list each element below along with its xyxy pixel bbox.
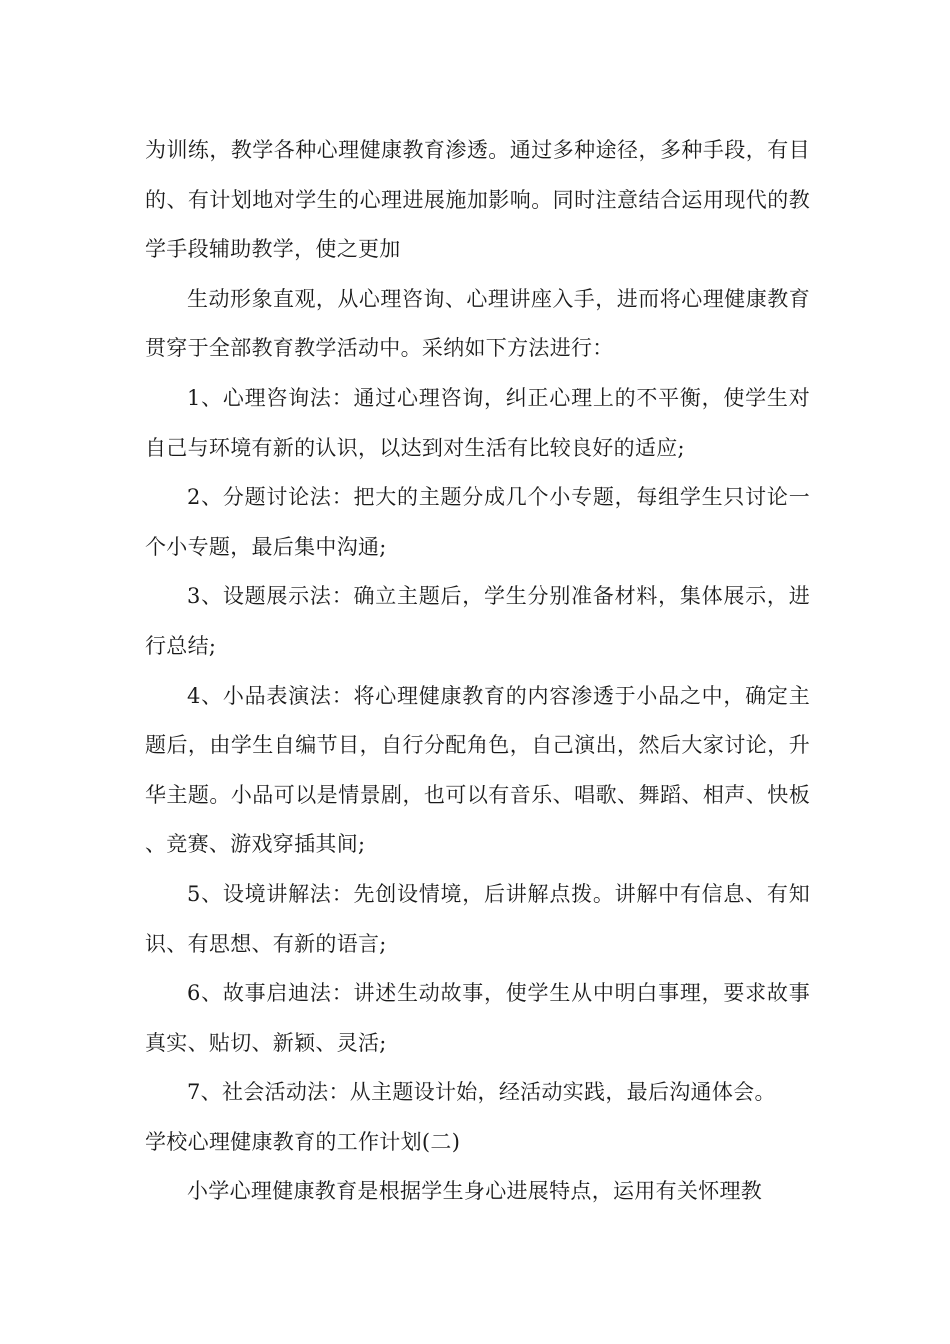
paragraph-method-7: 7、社会活动法：从主题设计始，经活动实践，最后沟通体会。 [187,1080,776,1105]
paragraph-method-1: 1、心理咨询法：通过心理咨询，纠正心理上的不平衡，使学生对自己与环境有新的认识，以达到对生活有比较良好的适应; [145,385,810,460]
paragraph-methods-intro: 生动形象直观，从心理咨询、心理讲座入手，进而将心理健康教育贯穿于全部教育教学活动中。采纳如下方法进行： [145,286,810,361]
paragraph-method-4: 4、小品表演法：将心理健康教育的内容渗透于小品之中，确定主题后，由学生自编节目，自行分配角色，自己演出，然后大家讨论，升华主题。小品可以是情景剧，也可以有音乐、唱歌、舞蹈、相声、快板、竞赛、游戏穿插其间; [145,683,810,857]
paragraph-method-5: 5、设境讲解法：先创设情境，后讲解点拨。讲解中有信息、有知识、有思想、有新的语言; [145,881,810,956]
paragraph-section-2-start: 小学心理健康教育是根据学生身心进展特点，运用有关怀理教 [187,1179,763,1204]
paragraph-method-3: 3、设题展示法：确立主题后，学生分别准备材料，集体展示，进行总结; [145,584,810,658]
section-heading: 学校心理健康教育的工作计划(二) [145,1129,461,1154]
paragraph-method-6: 6、故事启迪法：讲述生动故事，使学生从中明白事理，要求故事真实、贴切、新颖、灵活; [145,981,810,1055]
paragraph-method-2: 2、分题讨论法：把大的主题分成几个小专题，每组学生只讨论一个小专题，最后集中沟通; [145,485,810,559]
document-body [145,126,810,1217]
paragraph-intro-continuation: 为训练，教学各种心理健康教育渗透。通过多种途径，多种手段，有目的、有计划地对学生的心理进展施加影响。同时注意结合运用现代的教学手段辅助教学，使之更加 [145,138,810,262]
